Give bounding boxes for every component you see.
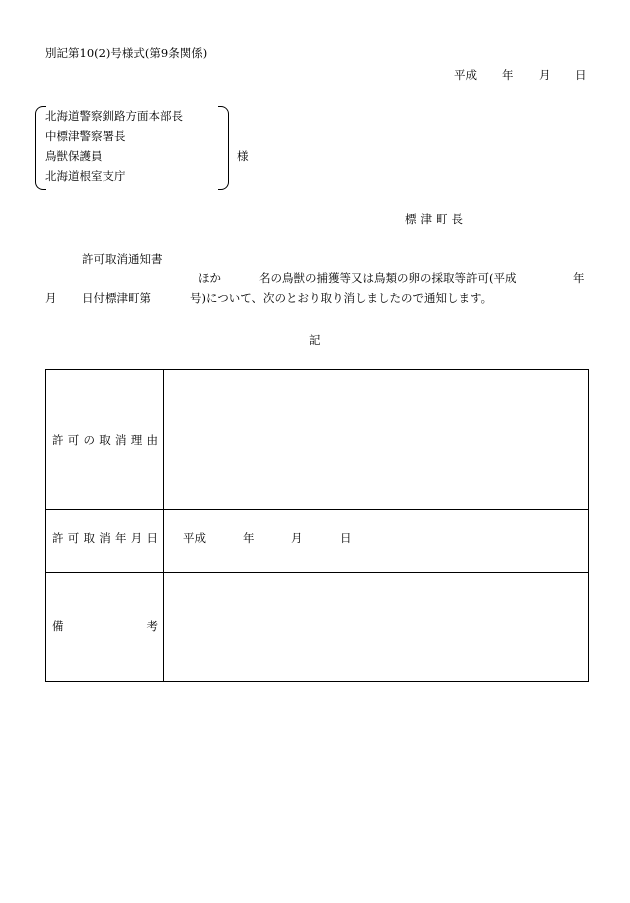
recipient-bracket-right xyxy=(218,106,229,190)
label-char: 可 xyxy=(67,433,80,447)
label-char: 年 xyxy=(115,531,127,545)
body-line2-a: 日付標津町第 xyxy=(82,291,151,305)
reason-label xyxy=(52,434,158,448)
recipient-item: 鳥獣保護員 xyxy=(45,149,103,163)
body-line1-text: 名の鳥獣の捕獲等又は鳥類の卵の採取等許可(平成 xyxy=(259,271,517,285)
date-year-unit: 年 xyxy=(502,68,514,82)
body-hoka: ほか xyxy=(198,271,221,285)
label-char: 日 xyxy=(146,531,158,545)
remarks-label xyxy=(52,620,158,634)
label-char: 考 xyxy=(146,619,158,633)
label-char: 由 xyxy=(146,433,158,447)
form-number: 別記第10(2)号様式(第9条関係) xyxy=(45,46,208,60)
label-char: の xyxy=(83,433,95,447)
table-row-divider xyxy=(46,572,588,573)
recipient-item: 北海道根室支庁 xyxy=(45,169,126,183)
table-column-divider xyxy=(163,370,164,681)
label-char: 取 xyxy=(83,531,95,545)
label-char: 取 xyxy=(99,433,111,447)
honorific: 様 xyxy=(237,149,249,163)
label-char: 許 xyxy=(52,531,64,545)
label-char: 月 xyxy=(130,531,143,545)
issue-date xyxy=(454,69,587,83)
date-month-unit: 月 xyxy=(291,531,303,545)
date-era: 平成 xyxy=(454,68,477,82)
label-char: 備 xyxy=(52,619,64,633)
recipient-item: 北海道警察釧路方面本部長 xyxy=(45,109,183,123)
body-line2-b: 号)について、次のとおり取り消しましたので通知します。 xyxy=(190,291,493,305)
body-month-unit: 月 xyxy=(45,291,57,305)
label-char: 理 xyxy=(130,433,143,447)
details-table xyxy=(45,369,589,682)
label-char: 可 xyxy=(67,531,80,545)
label-char: 許 xyxy=(52,433,64,447)
body-year-unit: 年 xyxy=(573,271,585,285)
date-day-unit: 日 xyxy=(575,68,587,82)
date-day-unit: 日 xyxy=(340,531,352,545)
document-title: 許可取消通知書 xyxy=(82,252,163,266)
label-char: 消 xyxy=(99,531,111,545)
date-month-unit: 月 xyxy=(539,68,551,82)
ki-heading: 記 xyxy=(309,333,321,347)
date-year-unit: 年 xyxy=(243,531,255,545)
label-char: 消 xyxy=(115,433,127,447)
cancel-date-label xyxy=(52,532,158,546)
date-era: 平成 xyxy=(183,531,206,545)
sender: 標津町長 xyxy=(405,212,467,226)
recipient-item: 中標津警察署長 xyxy=(45,129,126,143)
cancel-date-value xyxy=(183,532,352,546)
table-row-divider xyxy=(46,509,588,510)
